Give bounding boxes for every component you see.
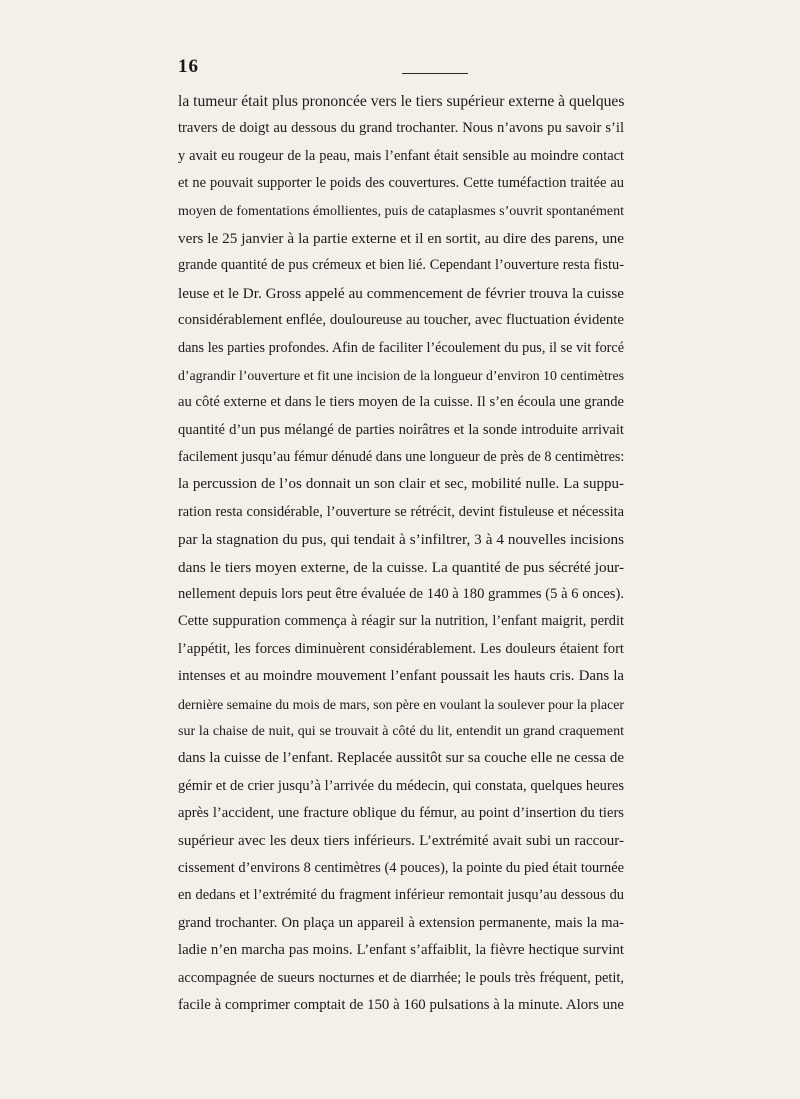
text-line: dans la cuisse de l’enfant. Replacée aussitôt sur sa couche elle ne cessa de (178, 750, 624, 767)
text-line: la tumeur était plus prononcée vers le tiers supérieur externe à quelques (178, 93, 625, 110)
text-line: d’agrandir l’ouverture et fit une incision de la longueur d’environ 10 centimètres (178, 367, 624, 383)
text-line: vers le 25 janvier à la partie externe et il en sortit, au dire des parens, une (178, 229, 624, 247)
header-rule (402, 73, 468, 74)
text-line: dans le tiers moyen externe, de la cuisse. La quantité de pus sécrété jour- (178, 558, 624, 576)
text-line: en dedans et l’extrémité du fragment inférieur remontait jusqu’au dessous du (178, 887, 624, 904)
text-line: la percussion de l’os donnait un son clair et sec, mobilité nulle. La suppu- (178, 476, 624, 493)
text-line: moyen de fomentations émollientes, puis de cataplasmes s’ouvrit spontanément (178, 203, 624, 219)
text-line: cissement d’environs 8 centimètres (4 pouces), la pointe du pied était tournée (178, 859, 624, 876)
text-line: dans les parties profondes. Afin de faciliter l’écoulement du pus, il se vit forcé (178, 339, 624, 356)
body-text (178, 88, 624, 1019)
text-line: après l’accident, une fracture oblique du fémur, au point d’insertion du tiers (178, 805, 624, 822)
text-line: dernière semaine du mois de mars, son père en voulant la soulever pour la placer (178, 696, 624, 712)
text-line: ladie n’en marcha pas moins. L’enfant s’affaiblit, la fièvre hectique survint (178, 942, 624, 959)
text-line: quantité d’un pus mélangé de parties noirâtres et la sonde introduite arrivait (178, 421, 624, 438)
text-line: sur la chaise de nuit, qui se trouvait à côté du lit, entendit un grand craquement (178, 723, 624, 739)
text-line: supérieur avec les deux tiers inférieurs. L’extrémité avait subi un raccour- (178, 832, 624, 849)
text-line: y avait eu rougeur de la peau, mais l’enfant était sensible au moindre contact (178, 147, 624, 164)
text-line: facile à comprimer comptait de 150 à 160 pulsations à la minute. Alors une (178, 996, 624, 1013)
text-line: grande quantité de pus crémeux et bien lié. Cependant l’ouverture resta fistu- (178, 257, 624, 274)
text-line: facilement jusqu’au fémur dénudé dans une longueur de près de 8 centimètres: (178, 449, 625, 466)
text-line: et ne pouvait supporter le poids des couvertures. Cette tuméfaction traitée au (178, 175, 624, 192)
text-line: l’appétit, les forces diminuèrent considérablement. Les douleurs étaient fort (178, 640, 624, 657)
text-line: par la stagnation du pus, qui tendait à s’infiltrer, 3 à 4 nouvelles incisions (178, 531, 624, 549)
text-line: accompagnée de sueurs nocturnes et de diarrhée; le pouls très fréquent, petit, (178, 969, 624, 986)
text-line: Cette suppuration commença à réagir sur la nutrition, l’enfant maigrit, perdit (178, 613, 624, 630)
text-line: nellement depuis lors peut être évaluée de 140 à 180 grammes (5 à 6 onces). (178, 586, 624, 603)
text-line: considérablement enflée, douloureuse au toucher, avec fluctuation évidente (178, 312, 624, 329)
text-line: au côté externe et dans le tiers moyen de la cuisse. Il s’en écoula une grande (178, 394, 624, 411)
text-line: gémir et de crier jusqu’à l’arrivée du médecin, qui constata, quelques heures (178, 777, 624, 794)
text-line: ration resta considérable, l’ouverture se rétrécit, devint fistuleuse et nécessita (178, 503, 624, 520)
text-line: grand trochanter. On plaça un appareil à extension permanente, mais la ma- (178, 914, 624, 931)
page-number: 16 (178, 56, 199, 77)
text-line: intenses et au moindre mouvement l’enfant poussait les hauts cris. Dans la (178, 668, 624, 685)
text-line: leuse et le Dr. Gross appelé au commencement de février trouva la cuisse (178, 284, 624, 302)
text-line: travers de doigt au dessous du grand trochanter. Nous n’avons pu savoir s’il (178, 120, 624, 137)
